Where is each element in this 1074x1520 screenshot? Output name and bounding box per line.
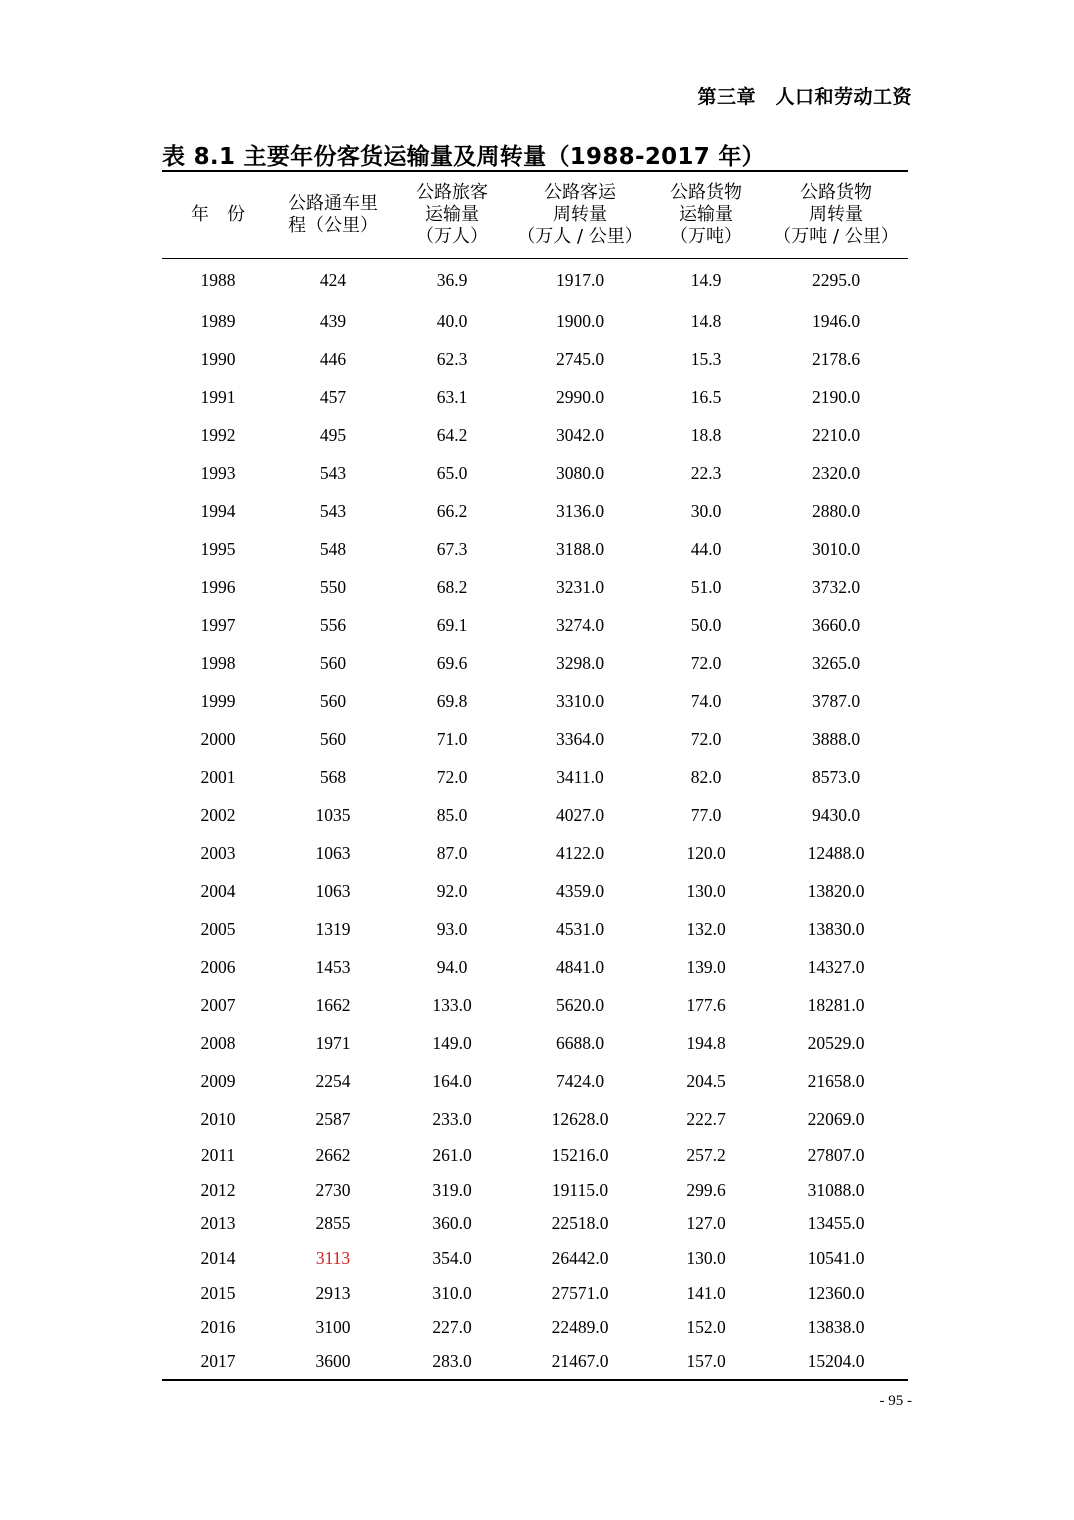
table-cell: 556 (319, 615, 347, 635)
table-cell: 299.6 (686, 1179, 726, 1200)
table-cell: 36.9 (436, 270, 468, 291)
table-cell: 10541.0 (807, 1247, 865, 1268)
table-cell: 50.0 (690, 615, 722, 635)
table-cell: 2880.0 (811, 501, 861, 521)
table-cell: 2002 (200, 805, 236, 825)
table-cell: 19115.0 (551, 1179, 609, 1200)
table-row (162, 259, 908, 303)
table-row (162, 607, 908, 645)
column-header-line: 周转量 (809, 204, 863, 225)
column-header-3 (392, 171, 512, 259)
table-row (162, 417, 908, 455)
table-cell: 548 (319, 539, 347, 559)
table-cell: 222.7 (686, 1108, 726, 1129)
table-cell: 3364.0 (555, 729, 605, 749)
table-cell: 93.0 (436, 919, 468, 939)
table-cell: 130.0 (686, 1247, 726, 1268)
column-header-line: 公路货物 (670, 182, 742, 203)
table-cell: 2013 (200, 1213, 236, 1233)
table-cell: 560 (319, 729, 347, 749)
table-cell: 2210.0 (811, 425, 861, 445)
column-header-line: 公路货物 (800, 182, 872, 203)
table-cell: 2017 (200, 1351, 236, 1371)
table-cell: 3787.0 (811, 691, 861, 711)
table-cell: 22489.0 (551, 1317, 609, 1337)
table-cell: 1991 (200, 387, 236, 407)
table-cell: 3265.0 (811, 653, 861, 673)
table-row (162, 531, 908, 569)
column-header-5 (648, 171, 764, 259)
table-row (162, 493, 908, 531)
table-cell: 27807.0 (807, 1145, 865, 1165)
table-cell: 71.0 (436, 729, 468, 749)
table-cell: 164.0 (432, 1071, 472, 1091)
table-cell: 12488.0 (807, 843, 865, 863)
chapter-header: 第三章 人口和劳动工资 (697, 86, 912, 108)
table-cell: 15216.0 (551, 1145, 609, 1165)
table-cell: 15.3 (690, 349, 722, 369)
table-cell: 69.8 (436, 691, 468, 711)
table-cell: 18.8 (690, 425, 722, 445)
table-cell: 92.0 (436, 881, 468, 901)
table-cell: 16.5 (690, 387, 722, 407)
table-cell: 133.0 (432, 995, 472, 1015)
table-cell: 1453 (315, 957, 351, 977)
table-cell: 94.0 (436, 957, 468, 977)
table-cell: 120.0 (686, 843, 726, 863)
table-cell: 543 (319, 501, 347, 521)
table-cell: 31088.0 (807, 1179, 865, 1200)
table-cell: 4531.0 (555, 919, 605, 939)
table-cell: 4122.0 (555, 843, 605, 863)
table-cell: 319.0 (432, 1179, 472, 1200)
table-row (162, 797, 908, 835)
table-cell: 12628.0 (551, 1108, 609, 1129)
table-cell: 1662 (315, 995, 351, 1015)
table-row (162, 455, 908, 493)
table-cell: 204.5 (686, 1071, 726, 1091)
table-cell: 2006 (200, 957, 236, 977)
table-cell: 6688.0 (555, 1033, 605, 1053)
column-header-line: （万人 / 公里） (517, 226, 643, 247)
table-cell: 14.8 (690, 311, 722, 331)
table-cell: 2005 (200, 919, 236, 939)
table-row (162, 379, 908, 417)
column-header-line: 公路客运 (544, 182, 616, 203)
table-cell: 2855 (315, 1213, 351, 1233)
table-cell: 30.0 (690, 501, 722, 521)
table-cell: 1994 (200, 501, 236, 521)
table-cell: 1900.0 (555, 311, 605, 331)
table-cell: 2008 (200, 1033, 236, 1053)
table-cell: 4027.0 (555, 805, 605, 825)
table-cell: 354.0 (432, 1247, 472, 1268)
table-cell: 1997 (200, 615, 236, 635)
table-cell: 66.2 (436, 501, 468, 521)
table-cell: 227.0 (432, 1317, 472, 1337)
table-cell: 44.0 (690, 539, 722, 559)
table-cell: 424 (319, 270, 347, 291)
table-cell: 13830.0 (807, 919, 865, 939)
table-cell: 69.1 (436, 615, 468, 635)
table-cell: 3411.0 (556, 767, 604, 787)
table-cell: 1063 (315, 881, 351, 901)
table-row (162, 1138, 908, 1174)
table-cell: 1993 (200, 463, 236, 483)
table-cell: 14327.0 (807, 957, 865, 977)
table-cell: 67.3 (436, 539, 468, 559)
table-row (162, 1345, 908, 1380)
table-row (162, 683, 908, 721)
table-row (162, 873, 908, 911)
table-cell: 21658.0 (807, 1071, 865, 1091)
table-cell: 2745.0 (555, 349, 605, 369)
table-cell: 550 (319, 577, 347, 597)
table-cell: 68.2 (436, 577, 468, 597)
table-cell: 13820.0 (807, 881, 865, 901)
table-cell: 2001 (200, 767, 236, 787)
table-cell: 1990 (200, 349, 236, 369)
column-header-4 (512, 171, 648, 259)
table-cell: 149.0 (432, 1033, 472, 1053)
column-header-line: 运输量 (679, 204, 733, 225)
table-cell: 141.0 (686, 1282, 726, 1303)
table-cell: 65.0 (436, 463, 468, 483)
table-cell: 257.2 (686, 1145, 726, 1165)
table-cell: 40.0 (436, 311, 468, 331)
table-cell: 13455.0 (807, 1213, 865, 1233)
table-cell: 2004 (200, 881, 236, 901)
table-cell: 27571.0 (551, 1282, 609, 1303)
table-cell: 2295.0 (811, 270, 861, 291)
table-row (162, 1174, 908, 1207)
table-cell: 1988 (200, 270, 236, 291)
table-body (162, 259, 908, 1380)
table-cell: 446 (319, 349, 347, 369)
table-cell: 2003 (200, 843, 236, 863)
table-row (162, 1063, 908, 1101)
table-row (162, 569, 908, 607)
table-cell: 77.0 (690, 805, 722, 825)
table-cell: 74.0 (690, 691, 722, 711)
table-cell: 3100 (315, 1317, 351, 1337)
data-table-container (162, 170, 908, 1381)
table-cell: 130.0 (686, 881, 726, 901)
table-row (162, 1025, 908, 1063)
table-cell: 194.8 (686, 1033, 726, 1053)
table-cell: 51.0 (690, 577, 722, 597)
table-cell: 69.6 (436, 653, 468, 673)
table-row (162, 721, 908, 759)
table-cell: 85.0 (436, 805, 468, 825)
table-cell: 1989 (200, 311, 236, 331)
table-cell: 8573.0 (811, 767, 861, 787)
table-cell: 1319 (315, 919, 351, 939)
table-cell: 2178.6 (811, 349, 861, 369)
table-cell: 283.0 (432, 1351, 472, 1371)
table-row (162, 1276, 908, 1311)
table-row (162, 759, 908, 797)
table-cell: 4359.0 (555, 881, 605, 901)
table-cell: 3298.0 (555, 653, 605, 673)
table-row (162, 341, 908, 379)
table-cell: 82.0 (690, 767, 722, 787)
table-cell: 63.1 (436, 387, 468, 407)
table-cell: 177.6 (686, 995, 726, 1015)
table-cell: 2587 (315, 1108, 351, 1129)
table-cell: 3042.0 (555, 425, 605, 445)
table-cell: 3310.0 (555, 691, 605, 711)
table-row (162, 1207, 908, 1241)
table-cell: 157.0 (686, 1351, 726, 1371)
table-row (162, 987, 908, 1025)
table-cell: 139.0 (686, 957, 726, 977)
table-cell: 2913 (315, 1282, 351, 1303)
table-cell: 2320.0 (811, 463, 861, 483)
table-cell: 18281.0 (807, 995, 865, 1015)
table-cell: 2190.0 (811, 387, 861, 407)
table-cell: 1995 (200, 539, 236, 559)
table-cell: 1998 (200, 653, 236, 673)
column-header-line: 程（公里） (288, 215, 378, 236)
table-cell: 64.2 (436, 425, 468, 445)
column-header-line: （万吨 / 公里） (773, 226, 899, 247)
table-cell: 568 (319, 767, 347, 787)
table-cell: 1996 (200, 577, 236, 597)
table-cell: 127.0 (686, 1213, 726, 1233)
table-cell: 3274.0 (555, 615, 605, 635)
table-cell: 233.0 (432, 1108, 472, 1129)
table-cell: 2011 (200, 1145, 236, 1165)
column-header-line: 公路通车里 (288, 193, 378, 214)
table-cell: 9430.0 (811, 805, 861, 825)
table-cell: 543 (319, 463, 347, 483)
table-cell: 21467.0 (551, 1351, 609, 1371)
table-cell: 87.0 (436, 843, 468, 863)
column-header-6 (764, 171, 908, 259)
table-cell: 5620.0 (555, 995, 605, 1015)
table-cell: 72.0 (690, 653, 722, 673)
table-row (162, 1101, 908, 1138)
table-cell: 26442.0 (551, 1247, 609, 1268)
column-header-2 (274, 171, 392, 259)
table-cell: 2014 (200, 1247, 236, 1268)
table-title: 表 8.1 主要年份客货运输量及周转量（1988-2017 年） (162, 144, 765, 170)
table-cell: 15204.0 (807, 1351, 865, 1371)
table-cell: 2009 (200, 1071, 236, 1091)
table-cell: 3188.0 (555, 539, 605, 559)
table-cell: 3600 (315, 1351, 351, 1371)
table-cell: 2007 (200, 995, 236, 1015)
table-cell: 1917.0 (555, 270, 605, 291)
table-cell: 261.0 (432, 1145, 472, 1165)
table-cell: 3231.0 (555, 577, 605, 597)
table-cell: 2016 (200, 1317, 236, 1337)
table-cell: 14.9 (690, 270, 722, 291)
column-header-line: 年 份 (191, 204, 245, 225)
table-cell: 2015 (200, 1282, 236, 1303)
table-row (162, 949, 908, 987)
column-header-line: 运输量 (425, 204, 479, 225)
table-cell: 457 (319, 387, 347, 407)
table-cell: 4841.0 (555, 957, 605, 977)
table-cell: 560 (319, 653, 347, 673)
table-cell: 12360.0 (807, 1282, 865, 1303)
table-cell: 439 (319, 311, 347, 331)
table-cell: 132.0 (686, 919, 726, 939)
table-cell: 1946.0 (811, 311, 861, 331)
table-cell: 360.0 (432, 1213, 472, 1233)
table-cell: 3888.0 (811, 729, 861, 749)
data-table (162, 170, 908, 1381)
table-cell: 20529.0 (807, 1033, 865, 1053)
table-cell: 560 (319, 691, 347, 711)
table-cell: 3660.0 (811, 615, 861, 635)
table-cell: 7424.0 (555, 1071, 605, 1091)
table-cell: 2990.0 (555, 387, 605, 407)
table-cell: 3113 (315, 1247, 351, 1268)
page-number: - 95 - (879, 1393, 912, 1409)
column-header-line: 公路旅客 (416, 182, 488, 203)
column-header-1 (162, 171, 274, 259)
table-cell: 62.3 (436, 349, 468, 369)
table-row (162, 835, 908, 873)
table-cell: 13838.0 (807, 1317, 865, 1337)
table-cell: 2010 (200, 1108, 236, 1129)
table-cell: 2012 (200, 1179, 236, 1200)
table-cell: 3136.0 (555, 501, 605, 521)
column-header-line: （万人） (416, 226, 488, 247)
table-cell: 1999 (200, 691, 236, 711)
table-header (162, 171, 908, 259)
table-cell: 22.3 (690, 463, 722, 483)
table-cell: 22069.0 (807, 1108, 865, 1129)
table-cell: 1971 (315, 1033, 351, 1053)
table-cell: 22518.0 (551, 1213, 609, 1233)
column-header-line: 周转量 (553, 204, 607, 225)
table-row (162, 1241, 908, 1276)
table-cell: 3080.0 (555, 463, 605, 483)
table-cell: 152.0 (686, 1317, 726, 1337)
table-cell: 2662 (315, 1145, 351, 1165)
table-cell: 1035 (315, 805, 351, 825)
table-cell: 3010.0 (811, 539, 861, 559)
table-cell: 2730 (315, 1179, 351, 1200)
table-row (162, 645, 908, 683)
table-cell: 3732.0 (811, 577, 861, 597)
table-cell: 2000 (200, 729, 236, 749)
table-row (162, 1311, 908, 1345)
table-cell: 1992 (200, 425, 236, 445)
table-row (162, 911, 908, 949)
table-row (162, 303, 908, 341)
table-cell: 2254 (315, 1071, 351, 1091)
header-row (162, 171, 908, 259)
table-cell: 1063 (315, 843, 351, 863)
table-cell: 310.0 (432, 1282, 472, 1303)
table-cell: 72.0 (436, 767, 468, 787)
table-cell: 495 (319, 425, 347, 445)
column-header-line: （万吨） (670, 226, 742, 247)
table-cell: 72.0 (690, 729, 722, 749)
